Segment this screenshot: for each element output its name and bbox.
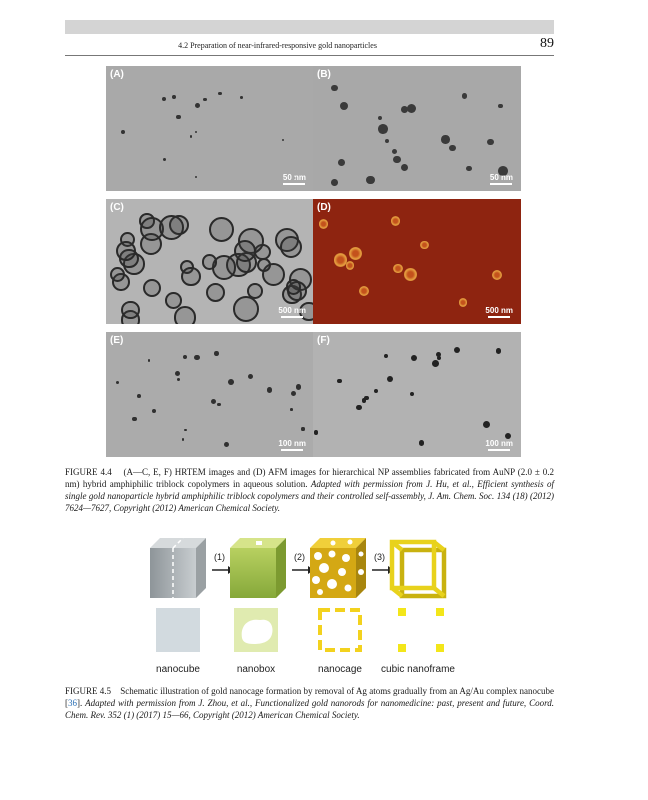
panel-d-scale-bar: 500 nm — [485, 306, 513, 318]
particle — [378, 116, 382, 120]
particle — [356, 405, 362, 411]
particle — [183, 355, 187, 359]
particle — [177, 378, 180, 381]
particle — [233, 296, 259, 322]
particle — [384, 354, 388, 358]
particle — [359, 286, 369, 296]
particle — [387, 376, 393, 382]
particle — [121, 301, 139, 319]
particle — [407, 104, 416, 113]
particle — [319, 219, 329, 229]
figure-4-4-label: FIGURE 4.4 — [65, 467, 112, 477]
panel-a-label: (A) — [110, 69, 124, 80]
particle — [454, 347, 460, 353]
particle — [163, 158, 166, 161]
step-1-label: (1) — [214, 552, 225, 562]
particle — [184, 429, 186, 431]
particle — [432, 360, 439, 367]
particle — [411, 355, 417, 361]
particle — [393, 264, 403, 274]
particle — [203, 98, 207, 102]
panel-a-hrtem — [106, 66, 314, 191]
particle — [214, 351, 218, 355]
particle — [449, 145, 455, 151]
particle — [218, 92, 221, 95]
figure-4-5-schematic — [148, 534, 458, 679]
particle — [217, 403, 220, 406]
panel-e-scale-bar: 100 nm — [278, 439, 306, 451]
particle — [366, 176, 374, 184]
particle — [248, 374, 253, 379]
label-nanocage: nanocage — [318, 664, 362, 675]
particle — [224, 442, 229, 447]
label-nanobox: nanobox — [236, 664, 276, 675]
particle — [419, 440, 425, 446]
nanocube-cross-section — [156, 608, 200, 652]
particle — [349, 247, 362, 260]
particle — [228, 379, 234, 385]
nanoframe-3d — [392, 542, 444, 596]
figure-4-4-caption — [65, 466, 554, 514]
particle — [190, 135, 193, 138]
particle — [137, 394, 141, 398]
particle — [498, 104, 502, 108]
step-2-label: (2) — [294, 552, 305, 562]
step-3-label: (3) — [374, 552, 385, 562]
particle — [206, 283, 225, 302]
particle — [385, 139, 389, 143]
label-nanocube: nanocube — [156, 664, 200, 675]
particle — [152, 409, 156, 413]
particle — [132, 417, 136, 421]
particle — [346, 261, 355, 270]
nanocube-3d — [150, 538, 206, 598]
particle — [291, 391, 296, 396]
particle — [420, 241, 428, 249]
panel-a-scale-bar: 50 nm — [283, 173, 306, 185]
particle — [181, 267, 200, 286]
page-number: 89 — [540, 36, 554, 51]
particle — [282, 139, 284, 141]
particle — [195, 176, 197, 178]
particle — [392, 149, 397, 154]
particle — [337, 379, 342, 384]
particle — [162, 97, 166, 101]
particle — [331, 85, 338, 92]
nanobox-3d — [230, 538, 286, 598]
particle — [441, 135, 449, 143]
nanocage-cross-section — [320, 610, 360, 650]
particle — [194, 355, 199, 360]
particle — [393, 156, 401, 164]
particle — [176, 115, 180, 119]
particle — [240, 96, 243, 99]
panel-f-label: (F) — [317, 335, 330, 346]
running-head: 4.2 Preparation of near-infrared-responsive gold nanoparticles — [178, 41, 377, 50]
label-cubic-nanoframe: cubic nanoframe — [381, 664, 455, 675]
panel-b-label: (B) — [317, 69, 331, 80]
figure-4-5-caption-close: ]. — [77, 698, 83, 708]
particle — [340, 102, 348, 110]
particle — [159, 215, 184, 240]
particle — [338, 159, 345, 166]
particle — [211, 399, 216, 404]
panel-d-afm — [313, 199, 521, 324]
particle — [487, 139, 494, 146]
particle — [165, 292, 182, 309]
particle — [280, 236, 302, 258]
nanobox-cross-section — [234, 608, 278, 652]
nanocage-3d — [310, 538, 366, 598]
particle — [466, 166, 472, 172]
particle — [202, 254, 217, 269]
particle — [483, 421, 490, 428]
particle — [121, 130, 125, 134]
particle — [116, 381, 119, 384]
particle — [195, 131, 198, 134]
particle — [401, 164, 408, 171]
particle — [374, 389, 378, 393]
header-rule — [65, 55, 554, 56]
particle — [462, 93, 467, 98]
particle — [175, 371, 181, 377]
particle — [331, 179, 338, 186]
particle — [296, 384, 302, 390]
panel-c-label: (C) — [110, 202, 124, 213]
particle — [492, 270, 503, 281]
panel-e-hrtem — [106, 332, 314, 457]
figure-4-5-caption-text: Schematic illustration of gold nanocage formation by removal of Ag atoms gradually from an Ag/Au complex nanocube [ — [65, 686, 555, 708]
particle — [286, 279, 301, 294]
particle — [437, 356, 441, 360]
particle — [182, 438, 185, 441]
particle — [143, 279, 162, 298]
particle — [496, 348, 502, 354]
panel-e-label: (E) — [110, 335, 124, 346]
particle — [148, 359, 150, 361]
particle — [404, 268, 416, 280]
particle — [195, 103, 200, 108]
particle — [314, 430, 319, 435]
particle — [172, 95, 176, 99]
figure-4-5-credit: Adapted with permission from J. Zhou, et al., Functionalized gold nanorods for nanomedicine: past, present and future, Coord. Chem. Rev. 352 (1) (2017) 15—66, Copyright (2012) American Chemical Society. — [65, 698, 555, 720]
particle — [459, 298, 468, 307]
particle — [110, 267, 125, 282]
panel-f-scale-bar: 100 nm — [485, 439, 513, 451]
panel-d-label: (D) — [317, 202, 331, 213]
particle — [267, 387, 273, 393]
panel-b-scale-bar: 50 nm — [490, 173, 513, 185]
page-top-band — [65, 20, 554, 34]
particle — [290, 408, 293, 411]
particle — [301, 427, 304, 430]
particle — [391, 216, 400, 225]
figure-4-4-caption-text: (A—C, E, F) HRTEM images and (D) AFM images for hierarchical NP assemblies fabricated from AuNP (2.0 ± 0.2 nm) hybrid amphiphilic triblock copolymers in aqueous solution. — [65, 467, 555, 489]
figure-4-5-label: FIGURE 4.5 — [65, 686, 112, 696]
panel-b-hrtem — [313, 66, 521, 191]
particle — [247, 283, 263, 299]
particle — [410, 392, 414, 396]
figure-4-5-caption — [65, 685, 554, 721]
panel-c-hrtem — [106, 199, 314, 324]
panel-c-scale-bar: 500 nm — [278, 306, 306, 318]
particle — [209, 217, 235, 243]
panel-f-hrtem — [313, 332, 521, 457]
particle — [174, 306, 197, 324]
figure-4-4-credit: Adapted with permission from J. Hu, et al., Efficient synthesis of single gold nanoparticle hybrid amphiphilic triblock copolymers and their controlled self-assembly, J. Am. Chem. Soc. 134 (18) (2012) 7624—7627, Copyright (2012) American Chemical Society. — [65, 479, 555, 513]
reference-36-link[interactable]: 36 — [68, 698, 77, 708]
particle — [362, 398, 367, 403]
particle — [378, 124, 388, 134]
nanoframe-cross-section — [398, 608, 444, 652]
